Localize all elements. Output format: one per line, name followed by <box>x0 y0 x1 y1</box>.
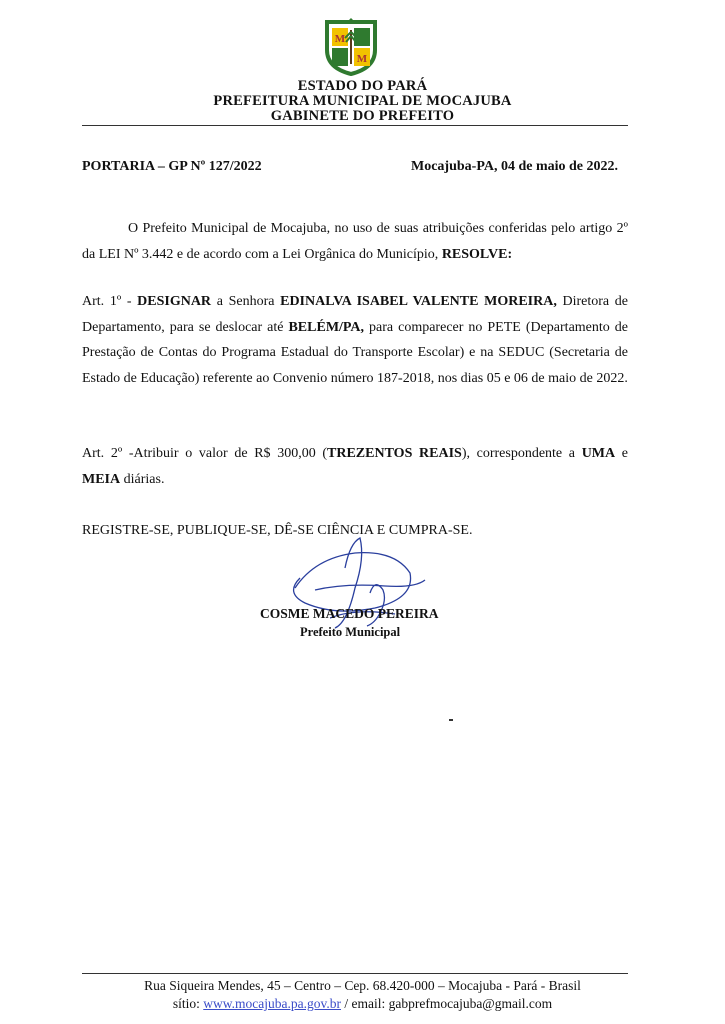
article-1 <box>82 289 628 391</box>
header-gabinete: GABINETE DO PREFEITO <box>270 108 455 124</box>
resolve-label: RESOLVE: <box>441 246 513 262</box>
art1-text-1: a Senhora <box>211 294 281 309</box>
header-state: ESTADO DO PARÁ <box>297 78 428 94</box>
scan-speck <box>449 719 453 721</box>
art1-place: BELÉM/PA, <box>288 319 365 335</box>
place-date: Mocajuba-PA, 04 de maio de 2022. <box>411 159 618 174</box>
art2-amount-words: TREZENTOS REAIS <box>327 446 462 461</box>
art1-text-3: para comparecer no PETE (Departamento de Prestação de Contas do Programa Estadual do Transporte Escolar) e na SEDUC (Secretaria de Estado de Educação) referente ao Convenio número 187-2018, nos dias 05 e 06 de maio de 2022. <box>82 319 628 386</box>
article-2 <box>82 441 628 492</box>
header-divider <box>82 125 628 126</box>
email-label: / email: <box>340 996 389 1011</box>
art1-designar: DESIGNAR <box>137 294 212 309</box>
email-address[interactable]: gabprefmocajuba@gmail.com <box>388 996 553 1011</box>
svg-text:M: M <box>356 53 368 65</box>
signatory-role: Prefeito Municipal <box>300 625 401 639</box>
art2-uma: UMA <box>581 446 616 461</box>
footer-contacts <box>0 996 725 1012</box>
intro-paragraph <box>82 216 628 267</box>
intro-text: O Prefeito Municipal de Mocajuba, no uso de suas atribuições conferidas pelo artigo 2º da LEI Nº 3.442 e de acordo com a Lei Orgânica do Município, <box>82 221 628 262</box>
footer-address: Rua Siqueira Mendes, 45 – Centro – Cep. 68.420-000 – Mocajuba - Pará - Brasil <box>144 978 581 993</box>
art2-prefix: Art. 2º -Atribuir o valor de R$ 300,00 ( <box>82 446 328 461</box>
svg-text:M: M <box>334 33 346 45</box>
art1-name: EDINALVA ISABEL VALENTE MOREIRA, <box>280 294 557 309</box>
art2-text-1: ), correspondente a <box>461 446 582 461</box>
art1-text-2: Diretora de Departamento, para se deslocar até <box>82 294 628 335</box>
signatory-name: COSME MACEDO PEREIRA <box>260 606 439 621</box>
site-link[interactable]: www.mocajuba.pa.gov.br <box>203 996 341 1011</box>
art1-prefix: Art. 1º - <box>82 294 138 309</box>
art2-text-2: e <box>615 446 628 461</box>
art2-text-3: diárias. <box>120 471 165 487</box>
municipal-coat-of-arms-icon <box>321 16 381 76</box>
art2-meia: MEIA <box>82 471 121 487</box>
site-label: sítio: <box>172 996 204 1011</box>
footer-divider <box>82 973 628 974</box>
closing-statement: REGISTRE-SE, PUBLIQUE-SE, DÊ-SE CIÊNCIA E CUMPRA-SE. <box>82 523 473 538</box>
header-prefeitura: PREFEITURA MUNICIPAL DE MOCAJUBA <box>213 93 512 109</box>
portaria-number: PORTARIA – GP Nº 127/2022 <box>82 159 262 174</box>
